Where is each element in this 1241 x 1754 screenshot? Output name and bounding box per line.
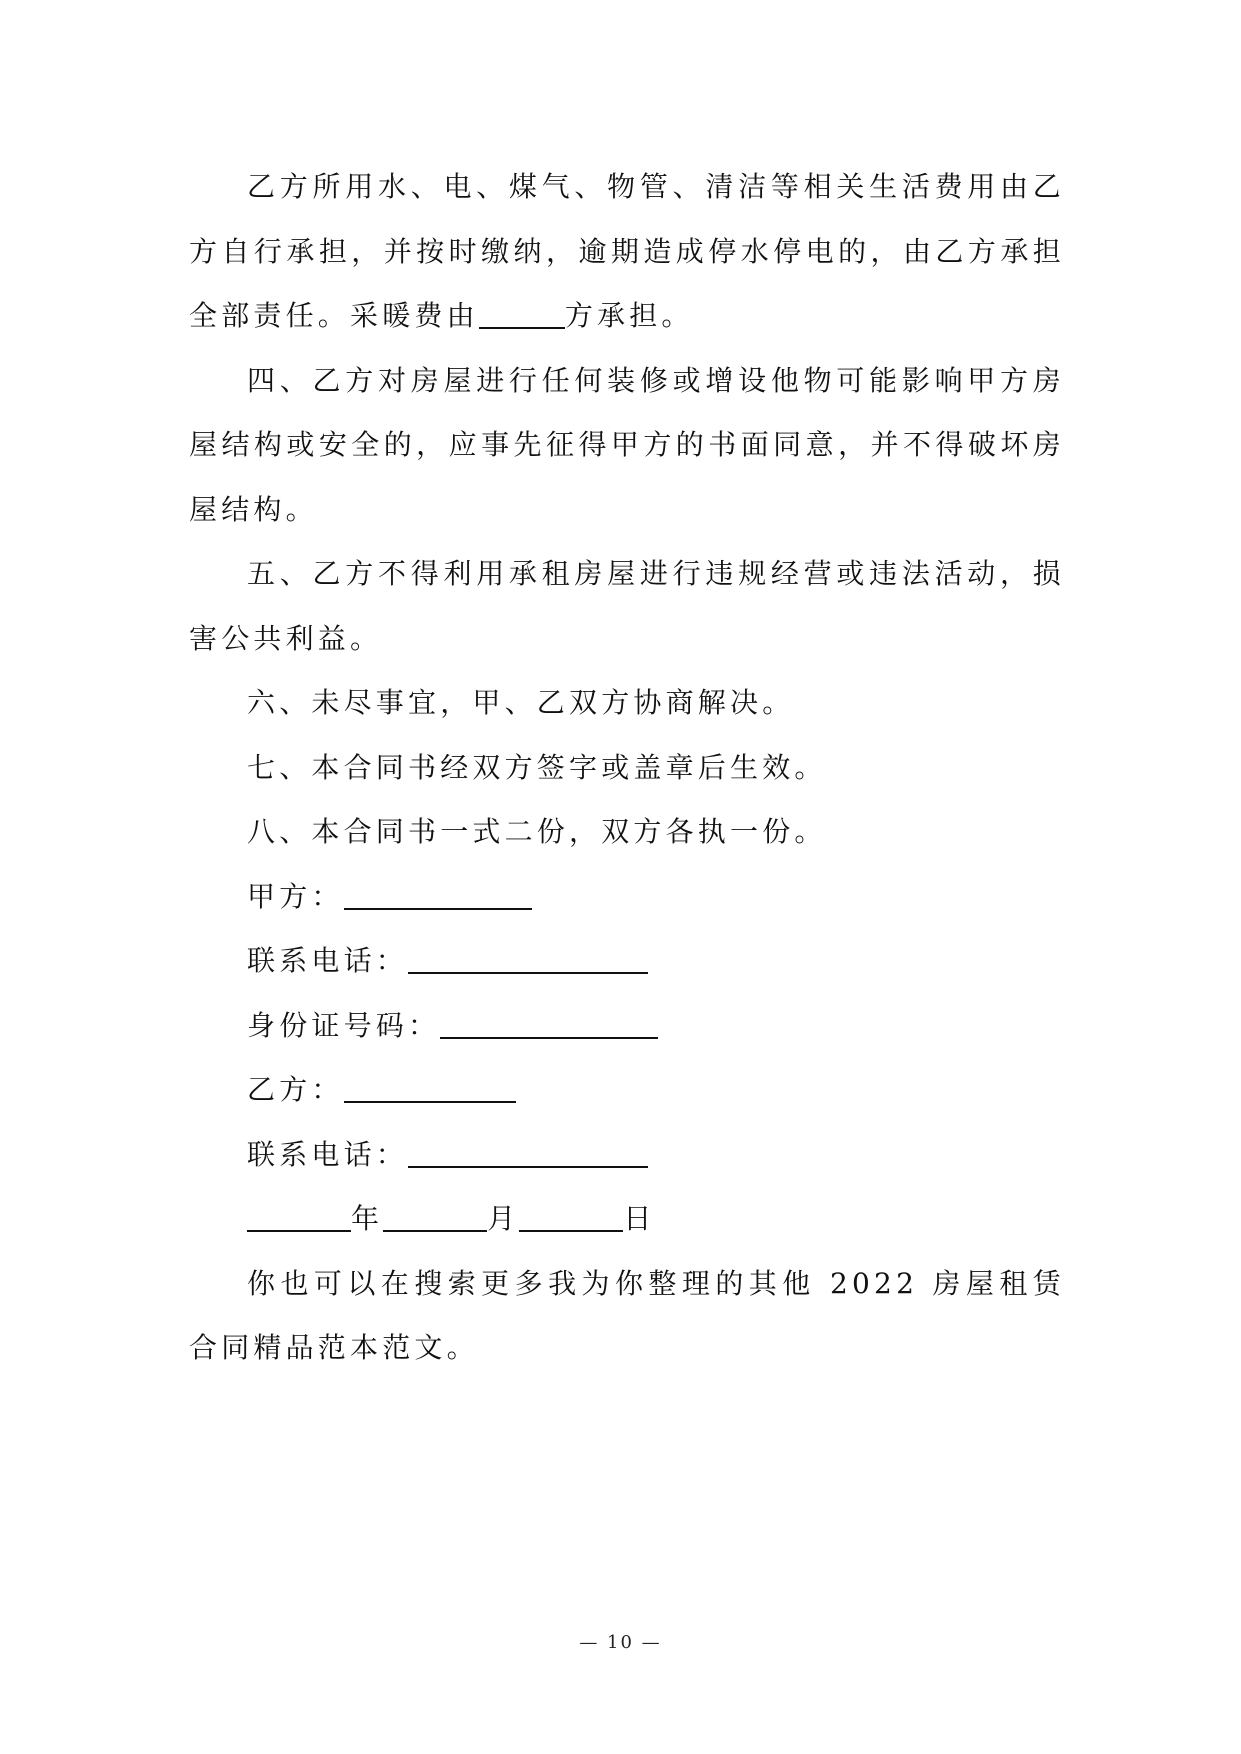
year-label: 年 [351, 1202, 384, 1235]
phone-a-field [189, 929, 1065, 994]
paragraph-clause-8: 八、本合同书一式二份，双方各执一份。 [247, 815, 827, 848]
paragraph-utilities [189, 155, 1065, 349]
party-b-field [189, 1058, 1065, 1123]
party-b-label: 乙方： [247, 1073, 344, 1106]
paragraph-clause-5: 五、乙方不得利用承租房屋进行违规经营或违法活动，损害公共利益。 [189, 557, 1065, 655]
party-a-label: 甲方： [247, 879, 344, 913]
paragraph-clause-6: 六、未尽事宜，甲、乙双方协商解决。 [247, 686, 795, 719]
heating-payer-blank[interactable] [479, 299, 565, 329]
party-b-blank[interactable] [344, 1073, 516, 1103]
utilities-text: 乙方所用水、电、煤气、物管、清洁等相关生活费用由乙方自行承担，并按时缴纳，逾期造成停水停电的，由乙方承担全部责任。采暖费由 [189, 170, 1065, 332]
year-blank[interactable] [247, 1202, 351, 1232]
month-blank[interactable] [383, 1202, 487, 1232]
party-a-field [189, 865, 1065, 930]
phone-b-label: 联系电话： [247, 1137, 409, 1171]
id-number-field [189, 994, 1065, 1059]
day-label: 日 [623, 1202, 656, 1235]
phone-a-label: 联系电话： [247, 944, 409, 977]
page-number: — 10 — [579, 1632, 662, 1653]
party-a-blank[interactable] [344, 880, 532, 910]
document-page [189, 155, 1065, 1381]
paragraph-clause-7: 七、本合同书经双方签字或盖章后生效。 [247, 750, 827, 784]
phone-b-field [189, 1123, 1065, 1188]
day-blank[interactable] [519, 1202, 623, 1232]
closing-paragraph: 你也可以在搜索更多我为你整理的其他 2022 房屋租赁合同精品范本范文。 [189, 1266, 1065, 1364]
paragraph-clause-4: 四、乙方对房屋进行任何装修或增设他物可能影响甲方房屋结构或安全的，应事先征得甲方的书面同意，并不得破坏房屋结构。 [189, 363, 1065, 526]
utilities-text-end: 方承担。 [564, 299, 694, 332]
id-number-label: 身份证号码： [247, 1008, 441, 1042]
id-number-blank[interactable] [440, 1009, 658, 1039]
date-field [189, 1187, 1065, 1252]
phone-b-blank[interactable] [408, 1138, 648, 1168]
month-label: 月 [487, 1202, 520, 1235]
phone-a-blank[interactable] [408, 944, 648, 974]
